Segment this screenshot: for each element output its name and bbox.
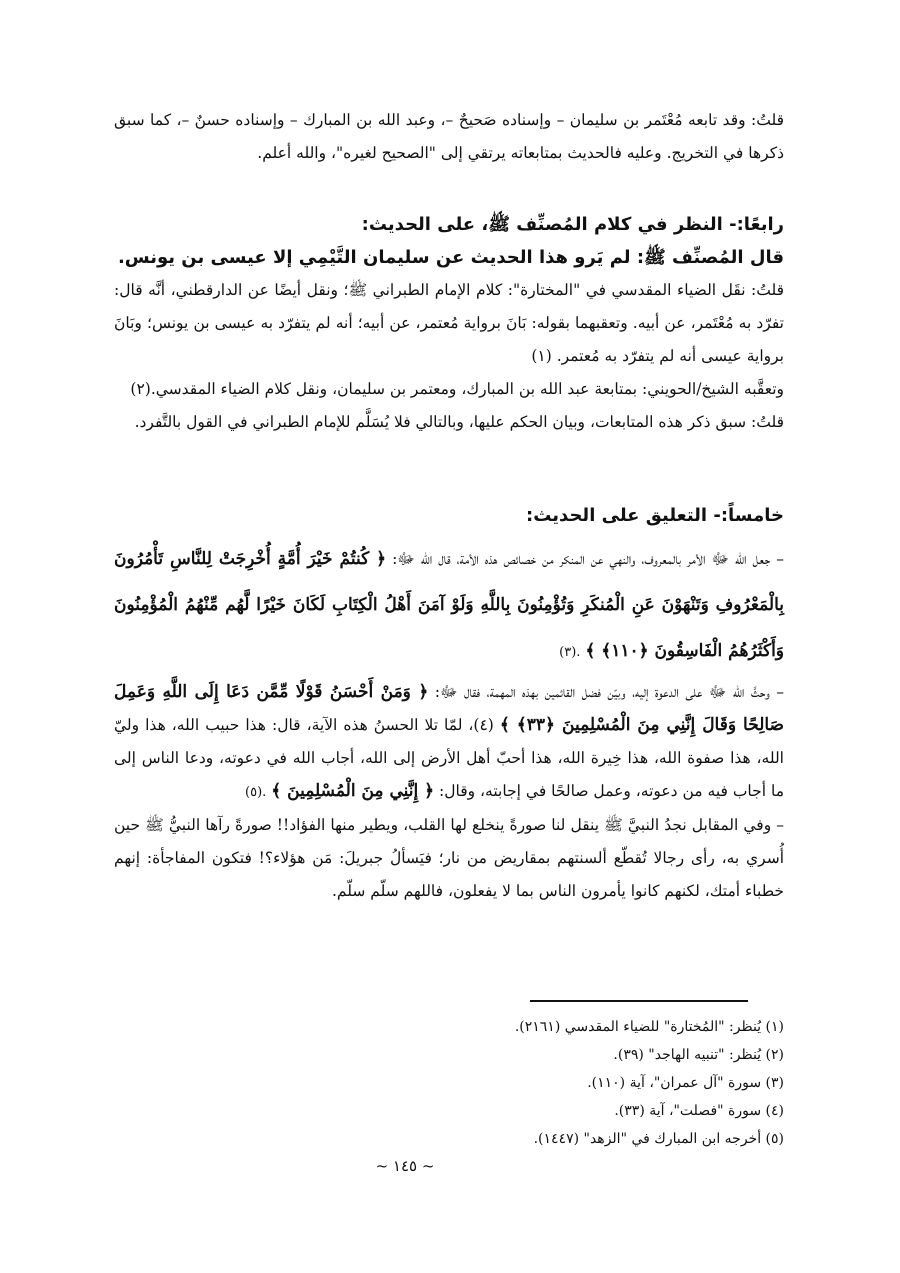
paragraph-tafarrud: قلتُ: سبق ذكر هذه المتابعات، وبيان الحكم عليها، وبالتالي فلا يُسَلَّم للإمام الطبراني في القول بالتَّفرد.: [134, 413, 784, 431]
footnote-item: (٢) يُنظر: "تنبيه الهاجد" (٣٩).: [613, 1047, 784, 1063]
paragraph-amr-bil-maruf: [114, 536, 784, 676]
paragraph-amr-text: – جعل الله ﷻ الأمر بالمعروف، والنهي عن المنكر من خصائص هذه الأمة، قال الله ﷻ:: [392, 550, 785, 568]
footnote-item: (٤) سورة "فصلت"، آية (٣٣).: [614, 1103, 784, 1119]
paragraph-isra-image: – وفي المقابل نجدُ النبيَّ ﷺ ينقل لنا صورةً ينخلع لها القلب، ويطير منها الفؤاد!! صورةً رآها النبيُّ ﷺ حين أُسري به، رأى رجالا تُقطّع ألسنتهم بمقاريض من نار؛ فيَسألُ جبريلَ: مَن هؤلاء؟! فتكون المفاجأة: إنهم خطباء أمتك، لكنهم كانوا يأمرون الناس بما لا يفعلون، فاللهم سلّم سلّم.: [114, 816, 784, 900]
page-body: [114, 104, 784, 908]
quran-verse-fussilat: ﴿ وَمَنْ أَحْسَنُ قَوْلًا مِّمَّن دَعَا إِلَى اللَّهِ وَعَمِلَ صَالِحًا وَقَالَ إِنَّنِي مِنَ الْمُسْلِمِينَ ﴿٣٣﴾ ﴾: [114, 682, 784, 735]
section-4-title: رابعًا:- النظر في كلام المُصنِّف ﷺ، على الحديث:: [361, 214, 784, 235]
paragraph-huwaini: وتعقَّبه الشيخ/الحويني: بمتابعة عبد الله بن المبارك، ومعتمر بن سليمان، ونقل كلام الضياء المقدسي.(٢): [130, 380, 784, 398]
paragraph-conclusion: قلتُ: وقد تابعه مُعْتَمر بن سليمان – وإسناده صَحيحٌ –، وعبد الله بن المبارك – وإسناده حسنٌ –، كما سبق ذكرها في التخريج. وعليه فالحديث بمتابعاته يرتقي إلى "الصحيح لغيره"، والله أعلم.: [114, 111, 784, 162]
section-4-subtitle: قال المُصنِّف ﷺ: لم يَرو هذا الحديث عن سليمان التَّيْمِي إلا عيسى بن يونس.: [117, 247, 784, 268]
footnote-item: (٣) سورة "آل عمران"، آية (١١٠).: [587, 1075, 784, 1091]
quran-verse-fussilat-short: ﴿ إِنَّنِي مِنَ الْمُسْلِمِينَ ﴾: [271, 781, 435, 801]
page-number: ~ ١٤٥ ~: [375, 1157, 435, 1175]
footnote-divider: [530, 1000, 748, 1002]
footnote-item: (٥) أخرجه ابن المبارك في "الزهد" (١٤٤٧).: [533, 1131, 784, 1147]
paragraph-dawah: [114, 676, 784, 809]
paragraph-dawah-text2: (٤)، لمّا تلا الحسنُ هذه الآية، قال: هذا حبيب الله، هذا وليّ الله، هذا صفوة الله، هذا خِيرة الله، هذا أحبّ أهل الأرض إلى الله، أجاب الله في دعوته، ودعا الناس إلى ما أجاب فيه من دعوته، وعمل صالحًا في إجابته، وقال:: [114, 716, 784, 800]
footnote-item: (١) يُنظر: "المُختارة" للضياء المقدسي (٢١٦١).: [514, 1019, 784, 1035]
quran-verse-al-imran: ﴿ كُنتُمْ خَيْرَ أُمَّةٍ أُخْرِجَتْ لِلنَّاسِ تَأْمُرُونَ بِالْمَعْرُوفِ وَتَنْهَوْنَ عَنِ الْمُنكَرِ وَتُؤْمِنُونَ بِاللَّهِ وَلَوْ آمَنَ أَهْلُ الْكِتَابِ لَكَانَ خَيْرًا لَّهُم مِّنْهُمُ الْمُؤْمِنُونَ وَأَكْثَرُهُمُ الْفَاسِقُونَ ﴿١١٠﴾ ﴾: [114, 549, 784, 661]
section-5-title: خامساً:- التعليق على الحديث:: [526, 505, 784, 526]
footnote-ref-5: .(٥): [245, 785, 267, 800]
paragraph-dawah-text1: – وحثَّ الله ﷻ على الدعوة إليه، وبيّن فضل القائمين بهذه المهمة، فقال ﷻ:: [434, 683, 784, 701]
paragraph-diya-quote: قلتُ: نقَل الضياء المقدسي في "المختارة": كلام الإمام الطبراني ﷺ؛ ونقل أيضًا عن الدارقطني، أنَّه قال: تفرّد به مُعْتَمر، عن أبيه. وتعقبهما بقوله: بَانَ برواية مُعتمر، عن أبيه؛ أنه لم يتفرّد به عيسى بن يونس؛ وبَانَ برواية عيسى أنه لم يتفرّد به مُعتمر. (١): [114, 281, 784, 365]
footnotes-list: [114, 1013, 784, 1153]
footnote-ref-3: .(٣): [559, 645, 581, 660]
